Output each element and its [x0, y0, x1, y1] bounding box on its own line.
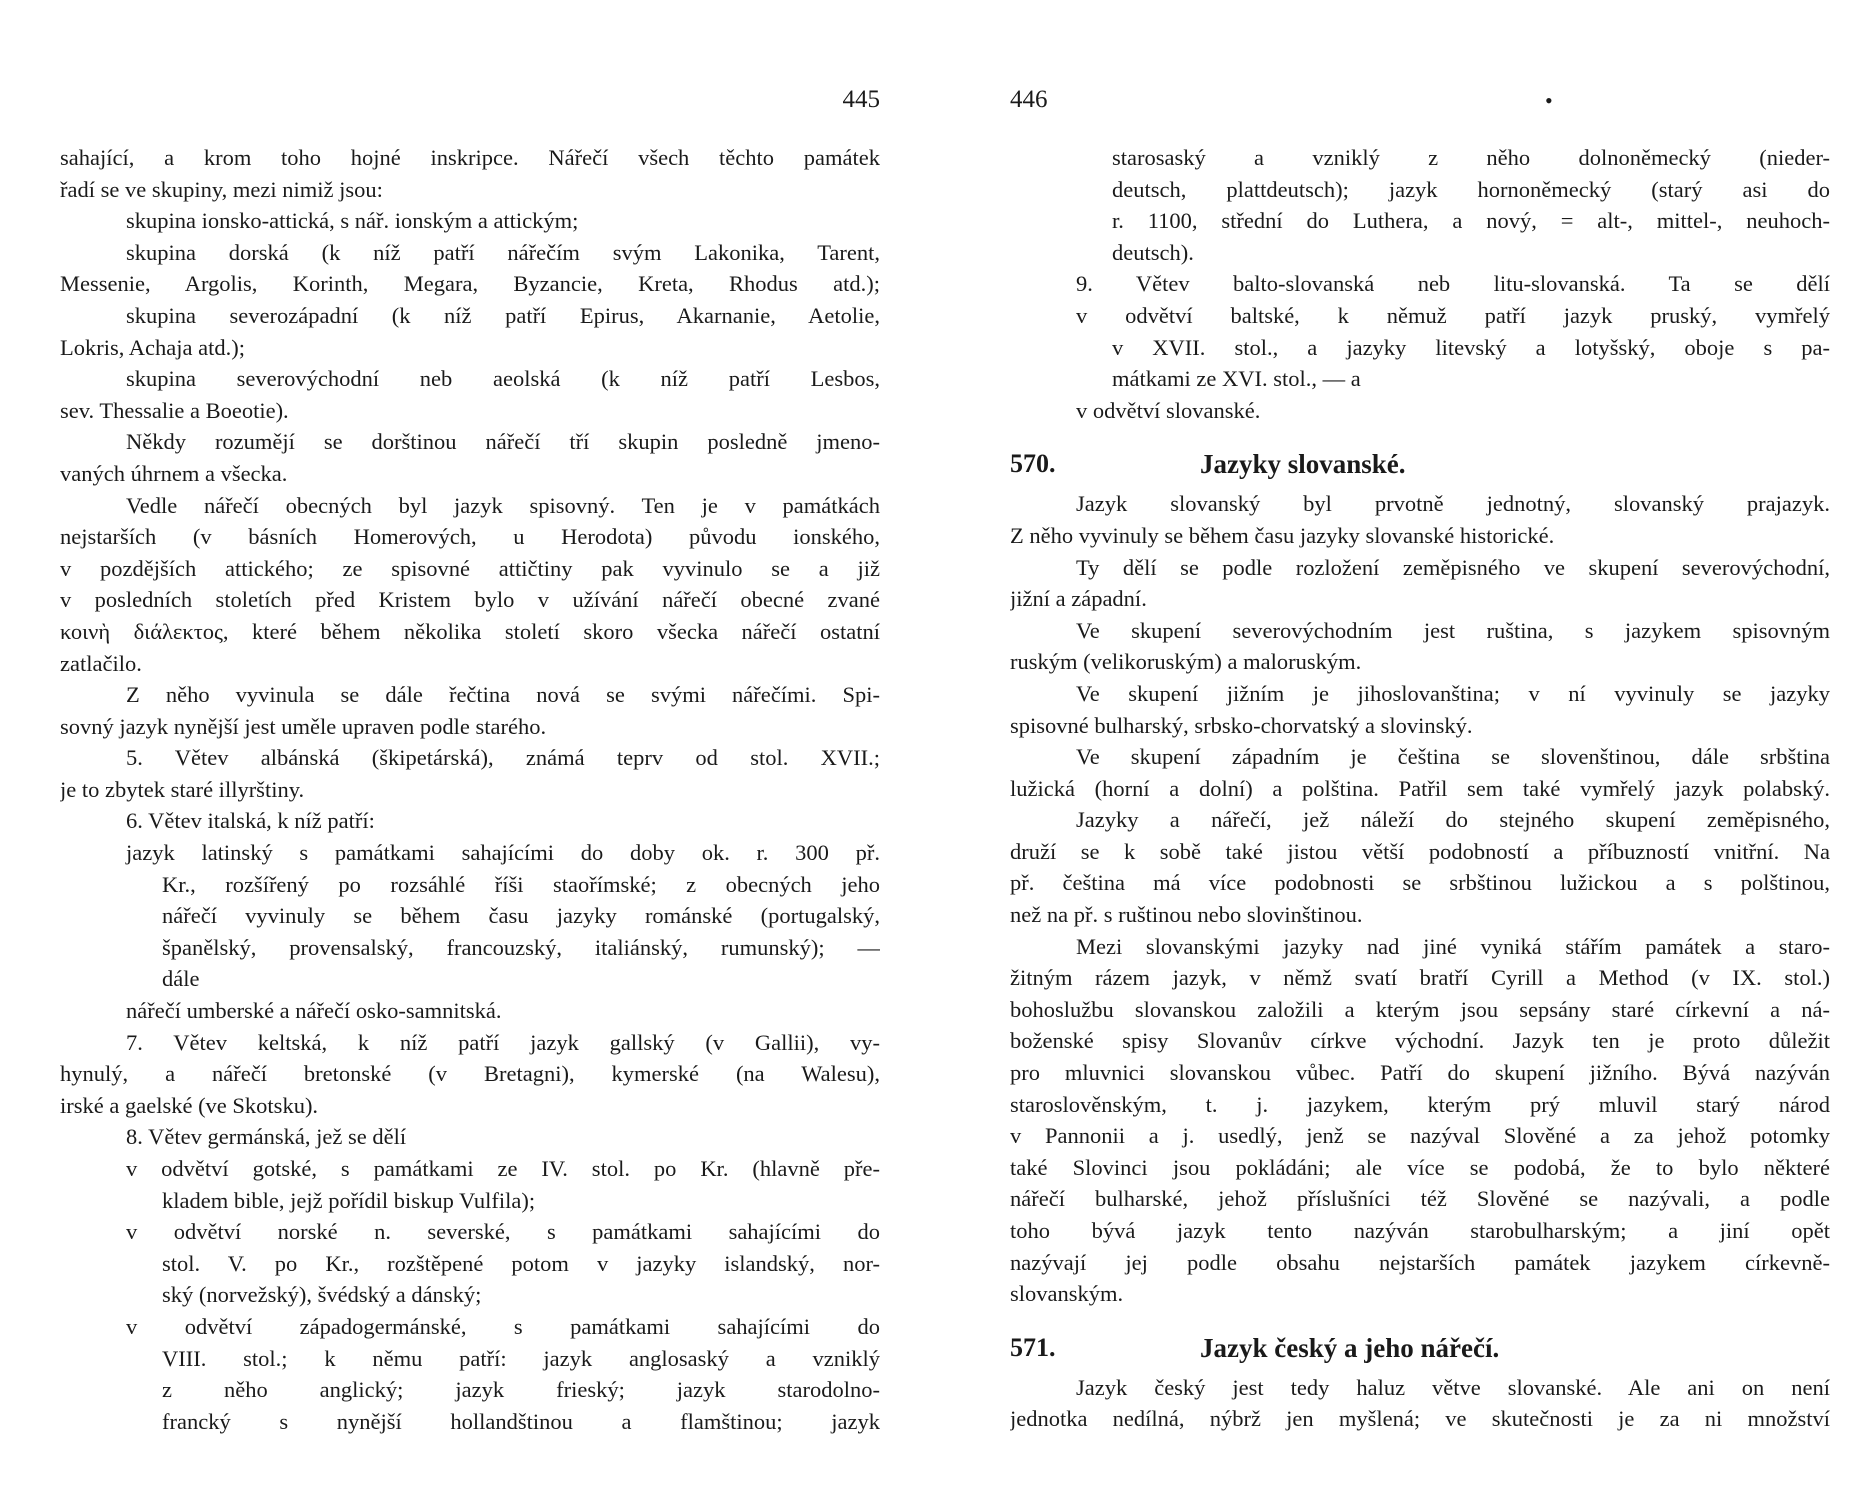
- page-text: [1010, 142, 1830, 1435]
- text-line: v pozdějších attického; ze spisovné attičtiny pak vyvinulo se a již: [60, 555, 880, 581]
- text-line: bohoslužbu slovanskou založili a kterým jsou sepsány staré církevní a ná-: [1010, 996, 1830, 1022]
- text-line: nářečí vyvinuly se během času jazyky románské (portugalský,: [162, 903, 880, 929]
- left-page: [60, 0, 880, 1500]
- text-line: sovný jazyk nynější jest uměle upraven podle starého.: [60, 713, 547, 739]
- text-line: dále: [162, 966, 200, 992]
- text-line: Z něho vyvinuly se během času jazyky slovanské historické.: [1010, 522, 1555, 548]
- text-line: Jazyk český jest tedy haluz větve slovanské. Ale ani on není: [1076, 1374, 1830, 1400]
- text-line: ruským (velikoruským) a maloruským.: [1010, 649, 1362, 675]
- text-line: př. čeština má více podobnosti se srbštinou lužickou a s polštinou,: [1010, 870, 1830, 896]
- text-line: stol. V. po Kr., rozštěpené potom v jazyky islandský, nor-: [162, 1250, 880, 1276]
- ornament-dot: •: [1545, 88, 1553, 113]
- text-line: hynulý, a nářečí bretonské (v Bretagni), kymerské (na Walesu),: [60, 1061, 880, 1087]
- section-heading: [1010, 440, 1830, 488]
- text-line: z něho anglický; jazyk frieský; jazyk starodolno-: [162, 1377, 880, 1403]
- text-line: jednotka nedílná, nýbrž jen myšlená; ve skutečnosti je za ni množství: [1010, 1406, 1830, 1432]
- text-line: nářečí umberské a nářečí osko-samnitská.: [126, 998, 502, 1024]
- text-line: skupina dorská (k níž patří nářečím svým Lakonika, Tarent,: [126, 239, 880, 265]
- text-line: Ve skupení jižním je jihoslovanština; v ní vyvinuly se jazyky: [1076, 680, 1830, 706]
- section-number: 571.: [1010, 1332, 1056, 1362]
- text-line: v odvětví západogermánské, s památkami sahajícími do: [126, 1313, 880, 1339]
- section-spacer: [1010, 1310, 1830, 1324]
- text-line: spisovné bulharský, srbsko-chorvatský a slovinský.: [1010, 712, 1473, 738]
- text-line: 6. Větev italská, k níž patří:: [126, 808, 375, 834]
- text-line: vaných úhrnem a všecka.: [60, 460, 288, 486]
- text-line: sahající, a krom toho hojné inskripce. Nářečí všech těchto památek: [60, 145, 880, 170]
- text-line: 9. Větev balto-slovanská neb litu-slovanská. Ta se dělí: [1076, 271, 1830, 297]
- text-line: 7. Větev keltská, k níž patří jazyk gallský (v Gallii), vy-: [126, 1029, 880, 1055]
- text-line: řadí se ve skupiny, mezi nimiž jsou:: [60, 176, 383, 202]
- text-line: Ty dělí se podle rozložení zeměpisného ve skupení severovýchodní,: [1076, 554, 1830, 580]
- text-line: toho bývá jazyk tento nazýván starobulharským; a jiní opět: [1010, 1218, 1830, 1243]
- text-line: skupina severovýchodní neb aeolská (k níž patří Lesbos,: [126, 366, 880, 392]
- text-line: Messenie, Argolis, Korinth, Megara, Byzancie, Kreta, Rhodus atd.);: [60, 271, 880, 297]
- right-page: [1010, 0, 1830, 1500]
- text-line: lužická (horní a dolní) a polština. Patřil sem také vymřelý jazyk polabský.: [1010, 775, 1830, 801]
- text-line: r. 1100, střední do Luthera, a nový, = alt-, mittel-, neuhoch-: [1112, 208, 1830, 234]
- section-number: 570.: [1010, 449, 1056, 479]
- page-number: 445: [842, 86, 880, 113]
- text-line: Ve skupení severovýchodním jest ruština, s jazykem spisovným: [1076, 617, 1830, 643]
- text-line: boženské spisy Slovanův církve východní. Jazyk ten je proto důležit: [1010, 1028, 1830, 1054]
- text-line: κοινὴ διάλεκτος, které během několika století skoro všecka nářečí ostatní: [60, 618, 880, 644]
- text-line: španělský, provensalský, francouzský, italiánský, rumunský); —: [162, 934, 880, 960]
- text-line: v odvětví gotské, s památkami ze IV. stol. po Kr. (hlavně pře-: [126, 1156, 880, 1181]
- text-line: žitným rázem jazyk, v němž svatí bratří Cyrill a Method (v IX. stol.): [1010, 965, 1830, 991]
- text-line: starosaský a vzniklý z něho dolnoněmecký (nieder-: [1112, 145, 1830, 170]
- text-line: kladem bible, jejž pořídil biskup Vulfila);: [162, 1187, 536, 1213]
- text-line: také Slovinci jsou pokládáni; ale více se podobá, že to bylo některé: [1010, 1154, 1830, 1180]
- text-line: zatlačilo.: [60, 650, 142, 676]
- text-line: je to zbytek staré illyrštiny.: [60, 776, 305, 802]
- section-title: Jazyk český a jeho nářečí.: [1200, 1332, 1500, 1363]
- text-line: skupina severozápadní (k níž patří Epirus, Akarnanie, Aetolie,: [126, 302, 880, 328]
- text-line: v Pannonii a j. usedlý, jenž se nazýval Slověné a za jehož potomky: [1010, 1123, 1830, 1149]
- text-line: 5. Větev albánská (škipetárská), známá teprv od stol. XVII.;: [126, 745, 880, 771]
- text-line: Jazyky a nářečí, jež náleží do stejného skupení zeměpisného,: [1076, 807, 1830, 833]
- text-line: skupina ionsko-attická, s nář. ionským a attickým;: [126, 208, 579, 234]
- text-line: v odvětví baltské, k němuž patří jazyk pruský, vymřelý: [1076, 302, 1830, 328]
- text-line: pro mluvnici slovanskou vůbec. Patří do skupení jižního. Bývá nazýván: [1010, 1060, 1830, 1086]
- page-text: [60, 142, 880, 1437]
- text-line: staroslověnským, t. j. jazykem, kterým prý mluvil starý národ: [1010, 1091, 1830, 1117]
- text-line: irské a gaelské (ve Skotsku).: [60, 1092, 319, 1118]
- text-line: v odvětví slovanské.: [1076, 397, 1261, 423]
- text-line: deutsch, plattdeutsch); jazyk hornoněmecký (starý asi do: [1112, 176, 1830, 202]
- text-line: Někdy rozumějí se dorštinou nářečí tří skupin posledně jmeno-: [126, 429, 880, 455]
- text-line: sev. Thessalie a Boeotie).: [60, 397, 289, 423]
- section-title: Jazyky slovanské.: [1200, 449, 1406, 480]
- text-line: jazyk latinský s památkami sahajícími do doby ok. r. 300 př.: [126, 840, 880, 866]
- text-line: ský (norvežský), švédský a dánský;: [162, 1282, 482, 1308]
- text-line: než na př. s ruštinou nebo slovinštinou.: [1010, 902, 1363, 928]
- text-line: Ve skupení západním je čeština se slovenštinou, dále srbština: [1076, 744, 1830, 770]
- text-line: francký s nynější hollandštinou a flamštinou; jazyk: [162, 1408, 880, 1434]
- text-line: slovanským.: [1010, 1281, 1124, 1307]
- text-line: druží se k sobě také jistou větší podobností a příbuzností vnitřní. Na: [1010, 838, 1830, 864]
- text-line: deutsch).: [1112, 239, 1194, 265]
- text-line: Lokris, Achaja atd.);: [60, 334, 245, 360]
- text-line: nejstarších (v básních Homerových, u Herodota) původu ionského,: [60, 524, 880, 550]
- section-spacer: [1010, 426, 1830, 440]
- text-line: Vedle nářečí obecných byl jazyk spisovný. Ten je v památkách: [126, 492, 880, 518]
- section-heading: [1010, 1324, 1830, 1372]
- text-line: nazývají jej podle obsahu nejstarších památek jazykem církevně-: [1010, 1249, 1830, 1275]
- text-line: Kr., rozšířený po rozsáhlé říši staořímské; z obecných jeho: [162, 871, 880, 897]
- text-line: Jazyk slovanský byl prvotně jednotný, slovanský prajazyk.: [1076, 491, 1830, 517]
- text-line: Mezi slovanskými jazyky nad jiné vyniká stářím památek a staro-: [1076, 933, 1830, 959]
- text-line: v XVII. stol., a jazyky litevský a lotyšský, oboje s pa-: [1112, 334, 1830, 360]
- text-line: 8. Větev germánská, jež se dělí: [126, 1124, 407, 1150]
- text-line: mátkami ze XVI. stol., — a: [1112, 366, 1361, 392]
- text-line: v posledních stoletích před Kristem bylo v užívání nářečí obecné zvané: [60, 587, 880, 613]
- text-line: Z něho vyvinula se dále řečtina nová se svými nářečími. Spi-: [126, 682, 880, 708]
- text-line: jižní a západní.: [1010, 586, 1147, 612]
- text-line: VIII. stol.; k němu patří: jazyk anglosaský a vzniklý: [162, 1345, 880, 1371]
- page-number: 446: [1010, 86, 1048, 113]
- text-line: v odvětví norské n. severské, s památkami sahajícími do: [126, 1219, 880, 1245]
- text-line: nářečí bulharské, jehož příslušníci též Slověné se nazývali, a podle: [1010, 1186, 1830, 1212]
